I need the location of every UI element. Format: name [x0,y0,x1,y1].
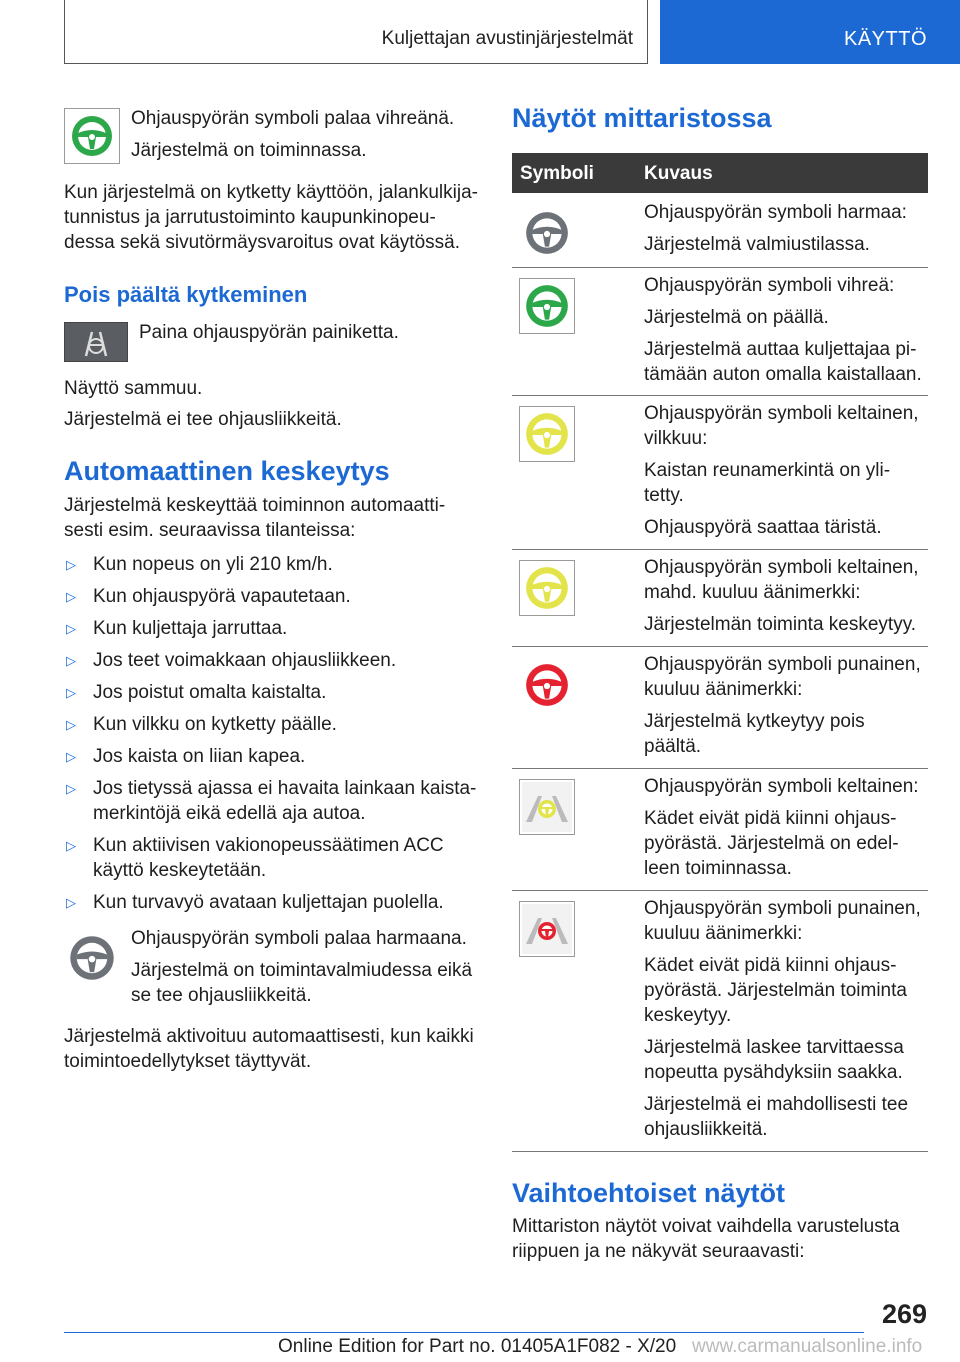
list-item: Kun aktiivisen vakionopeussäätimen ACC [93,835,444,856]
paragraph-line: Järjestelmä ei tee ohjausliikkeitä. [64,409,342,430]
table-cell-description: tetty. [644,485,684,506]
bullet-marker-icon: ▷ [66,685,76,700]
list-item: Jos poistut omalta kaistalta. [93,682,327,703]
footer-divider [64,1332,864,1333]
list-item: Kun kuljettaja jarruttaa. [93,618,288,639]
table-cell-description: keskeytyy. [644,1005,732,1026]
bullet-marker-icon: ▷ [66,749,76,764]
header-chapter-title: KÄYTTÖ [843,28,927,50]
table-cell-description: Ohjauspyörän symboli punainen, [644,898,921,919]
heading-automatic-interruption: Automaattinen keskeytys [64,456,390,486]
header-chapter-box [660,0,960,64]
grey-symbol-state: se tee ohjausliikkeitä. [131,985,312,1006]
bullet-marker-icon: ▷ [66,621,76,636]
header-section-box [64,0,648,64]
table-cell-description: kuuluu äänimerkki: [644,679,803,700]
table-cell-description: päältä. [644,736,702,757]
table-cell-description: nopeutta pysähdyksiin saakka. [644,1062,903,1083]
heading-cluster-displays: Näytöt mittaristossa [512,103,772,133]
table-row-divider [512,267,928,268]
table-cell-description: leen toiminnassa. [644,858,792,879]
footer-edition: Online Edition for Part no. 01405A1F082 - X/20 [278,1336,677,1357]
paragraph-line: dessa sekä sivutörmäysvaroitus ovat käytössä. [64,232,461,253]
table-cell-description: Ohjauspyörän symboli keltainen, [644,557,919,578]
bullet-marker-icon: ▷ [66,717,76,732]
table-cell-description: pyörästä. Järjestelmä on edel- [644,833,899,854]
table-cell-description: Kädet eivät pidä kiinni ohjaus- [644,955,897,976]
column-header-description: Kuvaus [644,163,713,184]
table-cell-description: pyörästä. Järjestelmän toiminta [644,980,907,1001]
steering-assist-button-icon [64,322,128,362]
list-item: Kun turvavyö avataan kuljettajan puolella. [93,892,444,913]
list-item: merkintöjä eikä edellä aja autoa. [93,803,366,824]
paragraph-line: sesti esim. seuraavissa tilanteissa: [64,520,356,541]
list-item: Kun vilkku on kytketty päälle. [93,714,337,735]
paragraph-line: Mittariston näytöt voivat vaihdella varustelusta [512,1216,900,1237]
bullet-marker-icon: ▷ [66,895,76,910]
page-number: 269 [881,1299,927,1329]
bullet-marker-icon: ▷ [66,589,76,604]
table-cell-description: Ohjauspyörä saattaa täristä. [644,517,882,538]
column-header-symbol: Symboli [520,163,594,184]
table-cell-description: Järjestelmän toiminta keskeytyy. [644,614,917,635]
steering-wheel-red-icon [519,657,575,713]
bullet-marker-icon: ▷ [66,557,76,572]
steering-wheel-grey-icon [519,205,575,261]
table-cell-description: Ohjauspyörän symboli vihreä: [644,275,895,296]
table-cell-description: Ohjauspyörän symboli punainen, [644,654,921,675]
table-row-divider [512,549,928,550]
list-item: Kun nopeus on yli 210 km/h. [93,554,333,575]
table-row-divider [512,890,928,891]
table-cell-description: Kaistan reunamerkintä on yli- [644,460,891,481]
paragraph-line: Kun järjestelmä on kytketty käyttöön, jalankulkija- [64,182,478,203]
steering-wheel-green-icon [519,278,575,334]
table-cell-description: Ohjauspyörän symboli keltainen: [644,776,919,797]
bullet-marker-icon: ▷ [66,838,76,853]
symbol-table-header [512,153,928,193]
table-cell-description: tämään auton omalla kaistallaan. [644,364,922,385]
table-cell-description: Järjestelmä auttaa kuljettajaa pi- [644,339,917,360]
table-row-divider [512,1151,928,1152]
grey-symbol-state: Järjestelmä on toimintavalmiudessa eikä [131,960,473,981]
header-section-title: Kuljettajan avustinjärjestelmät [381,28,633,49]
table-cell-description: Ohjauspyörän symboli harmaa: [644,202,907,223]
table-cell-description: Järjestelmä valmiustilassa. [644,234,870,255]
hands-on-wheel-red-icon [519,901,575,957]
table-cell-description: Järjestelmä on päällä. [644,307,829,328]
table-cell-description: kuuluu äänimerkki: [644,923,803,944]
table-cell-description: mahd. kuuluu äänimerkki: [644,582,861,603]
table-row-divider [512,395,928,396]
table-row-divider [512,768,928,769]
footer-watermark: www.carmanualsonline.info [692,1336,923,1357]
green-symbol-state: Järjestelmä on toiminnassa. [131,140,367,161]
table-cell-description: vilkkuu: [644,428,708,449]
paragraph-line: Järjestelmä keskeyttää toiminnon automaatti- [64,495,446,516]
green-symbol-text: Ohjauspyörän symboli palaa vihreänä. [131,108,455,129]
list-item: Jos tietyssä ajassa ei havaita lainkaan kaista- [93,778,477,799]
steering-wheel-yellow-icon [519,560,575,616]
table-row-divider [512,646,928,647]
table-cell-description: Järjestelmä laskee tarvittaessa [644,1037,904,1058]
steering-wheel-grey-icon [64,930,120,986]
paragraph-line: Näyttö sammuu. [64,378,203,399]
table-cell-description: Järjestelmä ei mahdollisesti tee [644,1094,909,1115]
list-item: käyttö keskeytetään. [93,860,267,881]
heading-alternative-displays: Vaihtoehtoiset näytöt [512,1178,786,1208]
paragraph-line: Järjestelmä aktivoituu automaattisesti, kun kaikki [64,1026,474,1047]
paragraph-line: tunnistus ja jarrutustoiminto kaupunkinopeu- [64,207,436,228]
table-cell-description: Kädet eivät pidä kiinni ohjaus- [644,808,897,829]
list-item: Kun ohjauspyörä vapautetaan. [93,586,351,607]
table-cell-description: Järjestelmä kytkeytyy pois [644,711,865,732]
list-item: Jos kaista on liian kapea. [93,746,306,767]
table-cell-description: ohjausliikkeitä. [644,1119,768,1140]
table-cell-description: Ohjauspyörän symboli keltainen, [644,403,919,424]
bullet-marker-icon: ▷ [66,653,76,668]
switch-off-instruction: Paina ohjauspyörän painiketta. [139,322,399,343]
list-item: Jos teet voimakkaan ohjausliikkeen. [93,650,397,671]
heading-switch-off: Pois päältä kytkeminen [64,282,308,307]
paragraph-line: riippuen ja ne näkyvät seuraavasti: [512,1241,805,1262]
grey-symbol-text: Ohjauspyörän symboli palaa harmaana. [131,928,467,949]
steering-wheel-green-icon [64,108,120,164]
paragraph-line: toimintoedellytykset täyttyvät. [64,1051,312,1072]
steering-wheel-yellow-icon [519,406,575,462]
hands-on-wheel-yellow-icon [519,779,575,835]
bullet-marker-icon: ▷ [66,781,76,796]
